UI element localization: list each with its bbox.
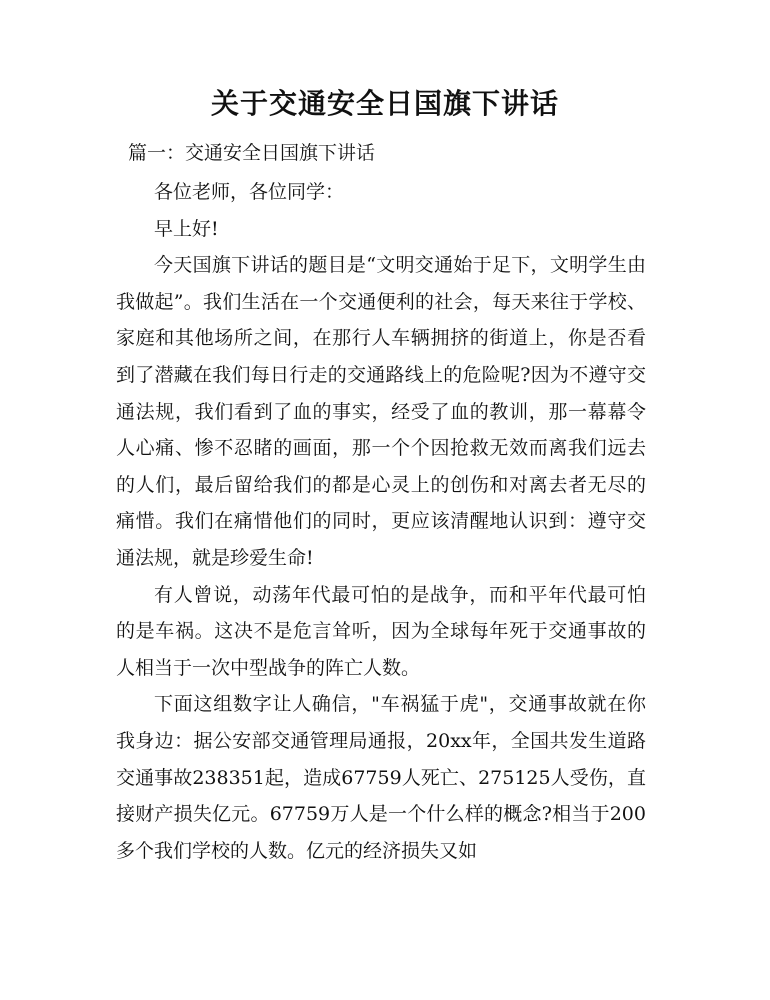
document-body xyxy=(116,174,646,869)
body-paragraph: 有人曾说，动荡年代最可怕的是战争，而和平年代最可怕的是车祸。这决不是危言耸听，因为全球每年死于交通事故的人相当于一次中型战争的阵亡人数。 xyxy=(116,583,646,679)
greeting-paragraph: 各位老师，各位同学： xyxy=(154,181,345,203)
document-title: 关于交通安全日国旗下讲话 xyxy=(210,87,559,120)
morning-paragraph: 早上好! xyxy=(154,217,219,240)
section-heading: 篇一：交通安全日国旗下讲话 xyxy=(128,142,376,164)
body-paragraph: 今天国旗下讲话的题目是“文明交通始于足下，文明学生由我做起”。我们生活在一个交通便利的社会，每天来往于学校、家庭和其他场所之间，在那行人车辆拥挤的街道上，你是否看到了潜藏在我们每日行走的交通路线上的危险呢?因为不遵守交通法规，我们看到了血的事实，经受了血的教训，那一幕幕令人心痛、惨不忍睹的画面，那一个个因抢救无效而离我们远去的人们，最后留给我们的都是心灵上的创伤和对离去者无尽的痛惜。我们在痛惜他们的同时，更应该清醒地认识到：遵守交通法规，就是珍爱生命! xyxy=(116,254,646,569)
body-paragraph: 下面这组数字让人确信，"车祸猛于虎"，交通事故就在你我身边：据公安部交通管理局通报，20xx年，全国共发生道路交通事故238351起，造成67759人死亡、275125人受伤，直接财产损失亿元。67759万人是一个什么样的概念?相当于200多个我们学校的人数。亿元的经济损失又如 xyxy=(116,693,646,862)
